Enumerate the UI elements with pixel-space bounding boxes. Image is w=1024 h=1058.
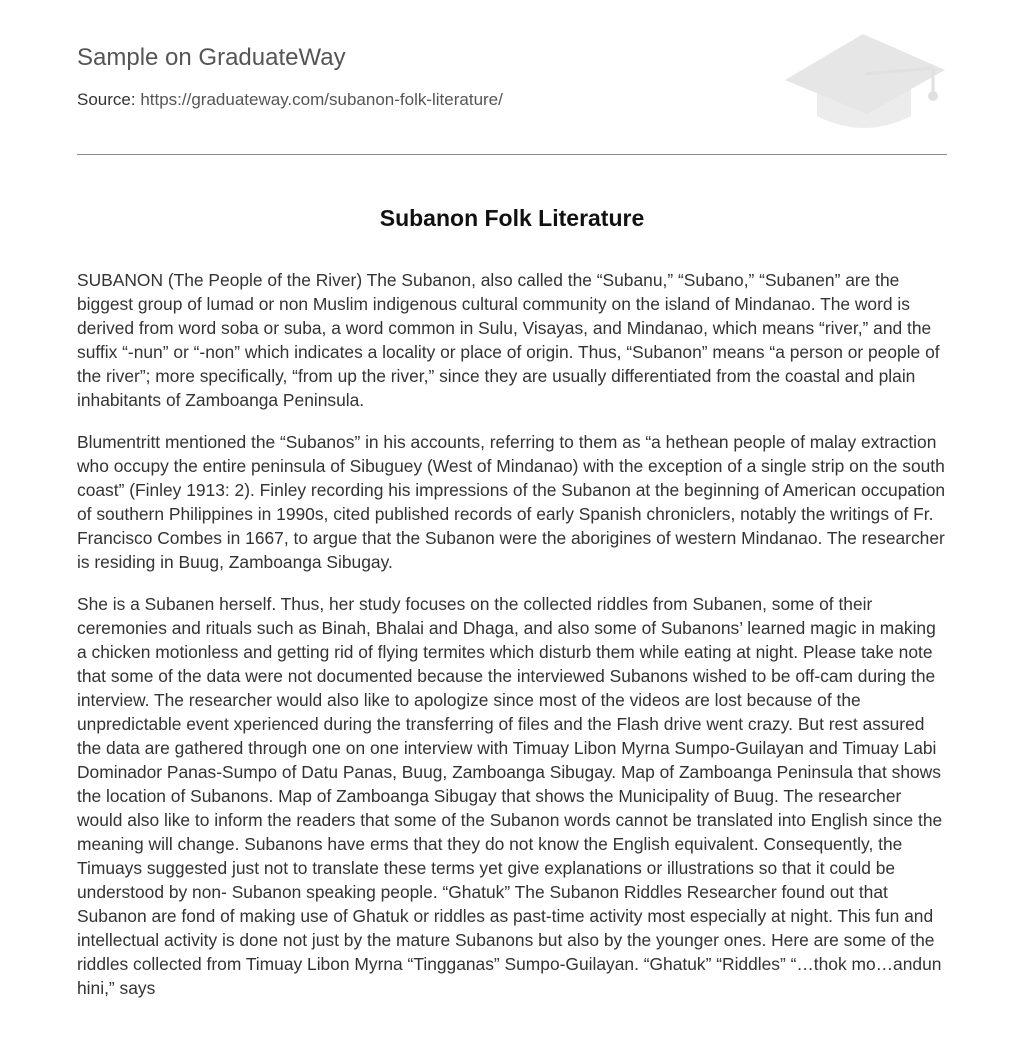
paragraph-2: Blumentritt mentioned the “Subanos” in his accounts, referring to them as “a hethean people of malay extraction who occupy the entire peninsula of Sibuguey (West of Mindanao) with the exception of a single strip on the south coast” (Finley 1913: 2). Finley recording his impressions of the Subanon at the beginning of American occupation of southern Philippines in 1990s, cited published records of early Spanish chroniclers, notably the writings of Fr. Francisco Combes in 1667, to argue that the Subanon were the aborigines of western Mindanao. The researcher is residing in Buug, Zamboanga Sibugay. xyxy=(77,432,946,572)
source-line xyxy=(77,90,503,110)
header-divider xyxy=(77,154,947,155)
site-title: Sample on GraduateWay xyxy=(77,44,346,71)
paragraph-1: SUBANON (The People of the River) The Subanon, also called the “Subanu,” “Subano,” “Subanen” are the biggest group of lumad or non Muslim indigenous cultural community on the island of Mindanao. The word is derived from word soba or suba, a word common in Sulu, Visayas, and Mindanao, which means “river,” and the suffix “-nun” or “-non” which indicates a locality or place of origin. Thus, “Subanon” means “a person or people of the river”; more specifically, “from up the river,” since they are usually differentiated from the coastal and plain inhabitants of Zamboanga Peninsula. xyxy=(77,270,940,410)
source-label: Source: xyxy=(77,90,136,109)
paragraph-3: She is a Subanen herself. Thus, her study focuses on the collected riddles from Subanen, some of their ceremonies and rituals such as Binah, Bhalai and Dhaga, and also some of Subanons’ learned magic in making a chicken motionless and getting rid of flying termites which disturb them while eating at night. Please take note that some of the data were not documented because the interviewed Subanons wished to be off-cam during the interview. The researcher would also like to apologize since most of the videos are lost because of the unpredictable event xperienced during the transferring of files and the Flash drive went crazy. But rest assured the data are gathered through one on one interview with Timuay Libon Myrna Sumpo-Guilayan and Timuay Labi Dominador Panas-Sumpo of Datu Panas, Buug, Zamboanga Sibugay. Map of Zamboanga Peninsula that shows the location of Subanons. Map of Zamboanga Sibugay that shows the Municipality of Buug. The researcher would also like to inform the readers that some of the Subanon words cannot be translated into English since the meaning will change. Subanons have erms that they do not know the English equivalent. Consequently, the Timuays suggested just not to translate these terms yet give explanations or illustrations so that it could be understood by non- Subanon speaking people. “Ghatuk” The Subanon Riddles Researcher found out that Subanon are fond of making use of Ghatuk or riddles as past-time activity most especially at night. This fun and intellectual activity is done not just by the mature Subanons but also by the younger ones. Here are some of the riddles collected from Timuay Libon Myrna “Tingganas” Sumpo-Guilayan. “Ghatuk” “Riddles” “…thok mo…andun hini,” says xyxy=(77,594,943,998)
document-title: Subanon Folk Literature xyxy=(379,205,645,231)
source-link[interactable]: https://graduateway.com/subanon-folk-literature/ xyxy=(140,90,503,109)
graduation-cap-icon xyxy=(781,30,947,134)
document-body xyxy=(77,268,947,1018)
